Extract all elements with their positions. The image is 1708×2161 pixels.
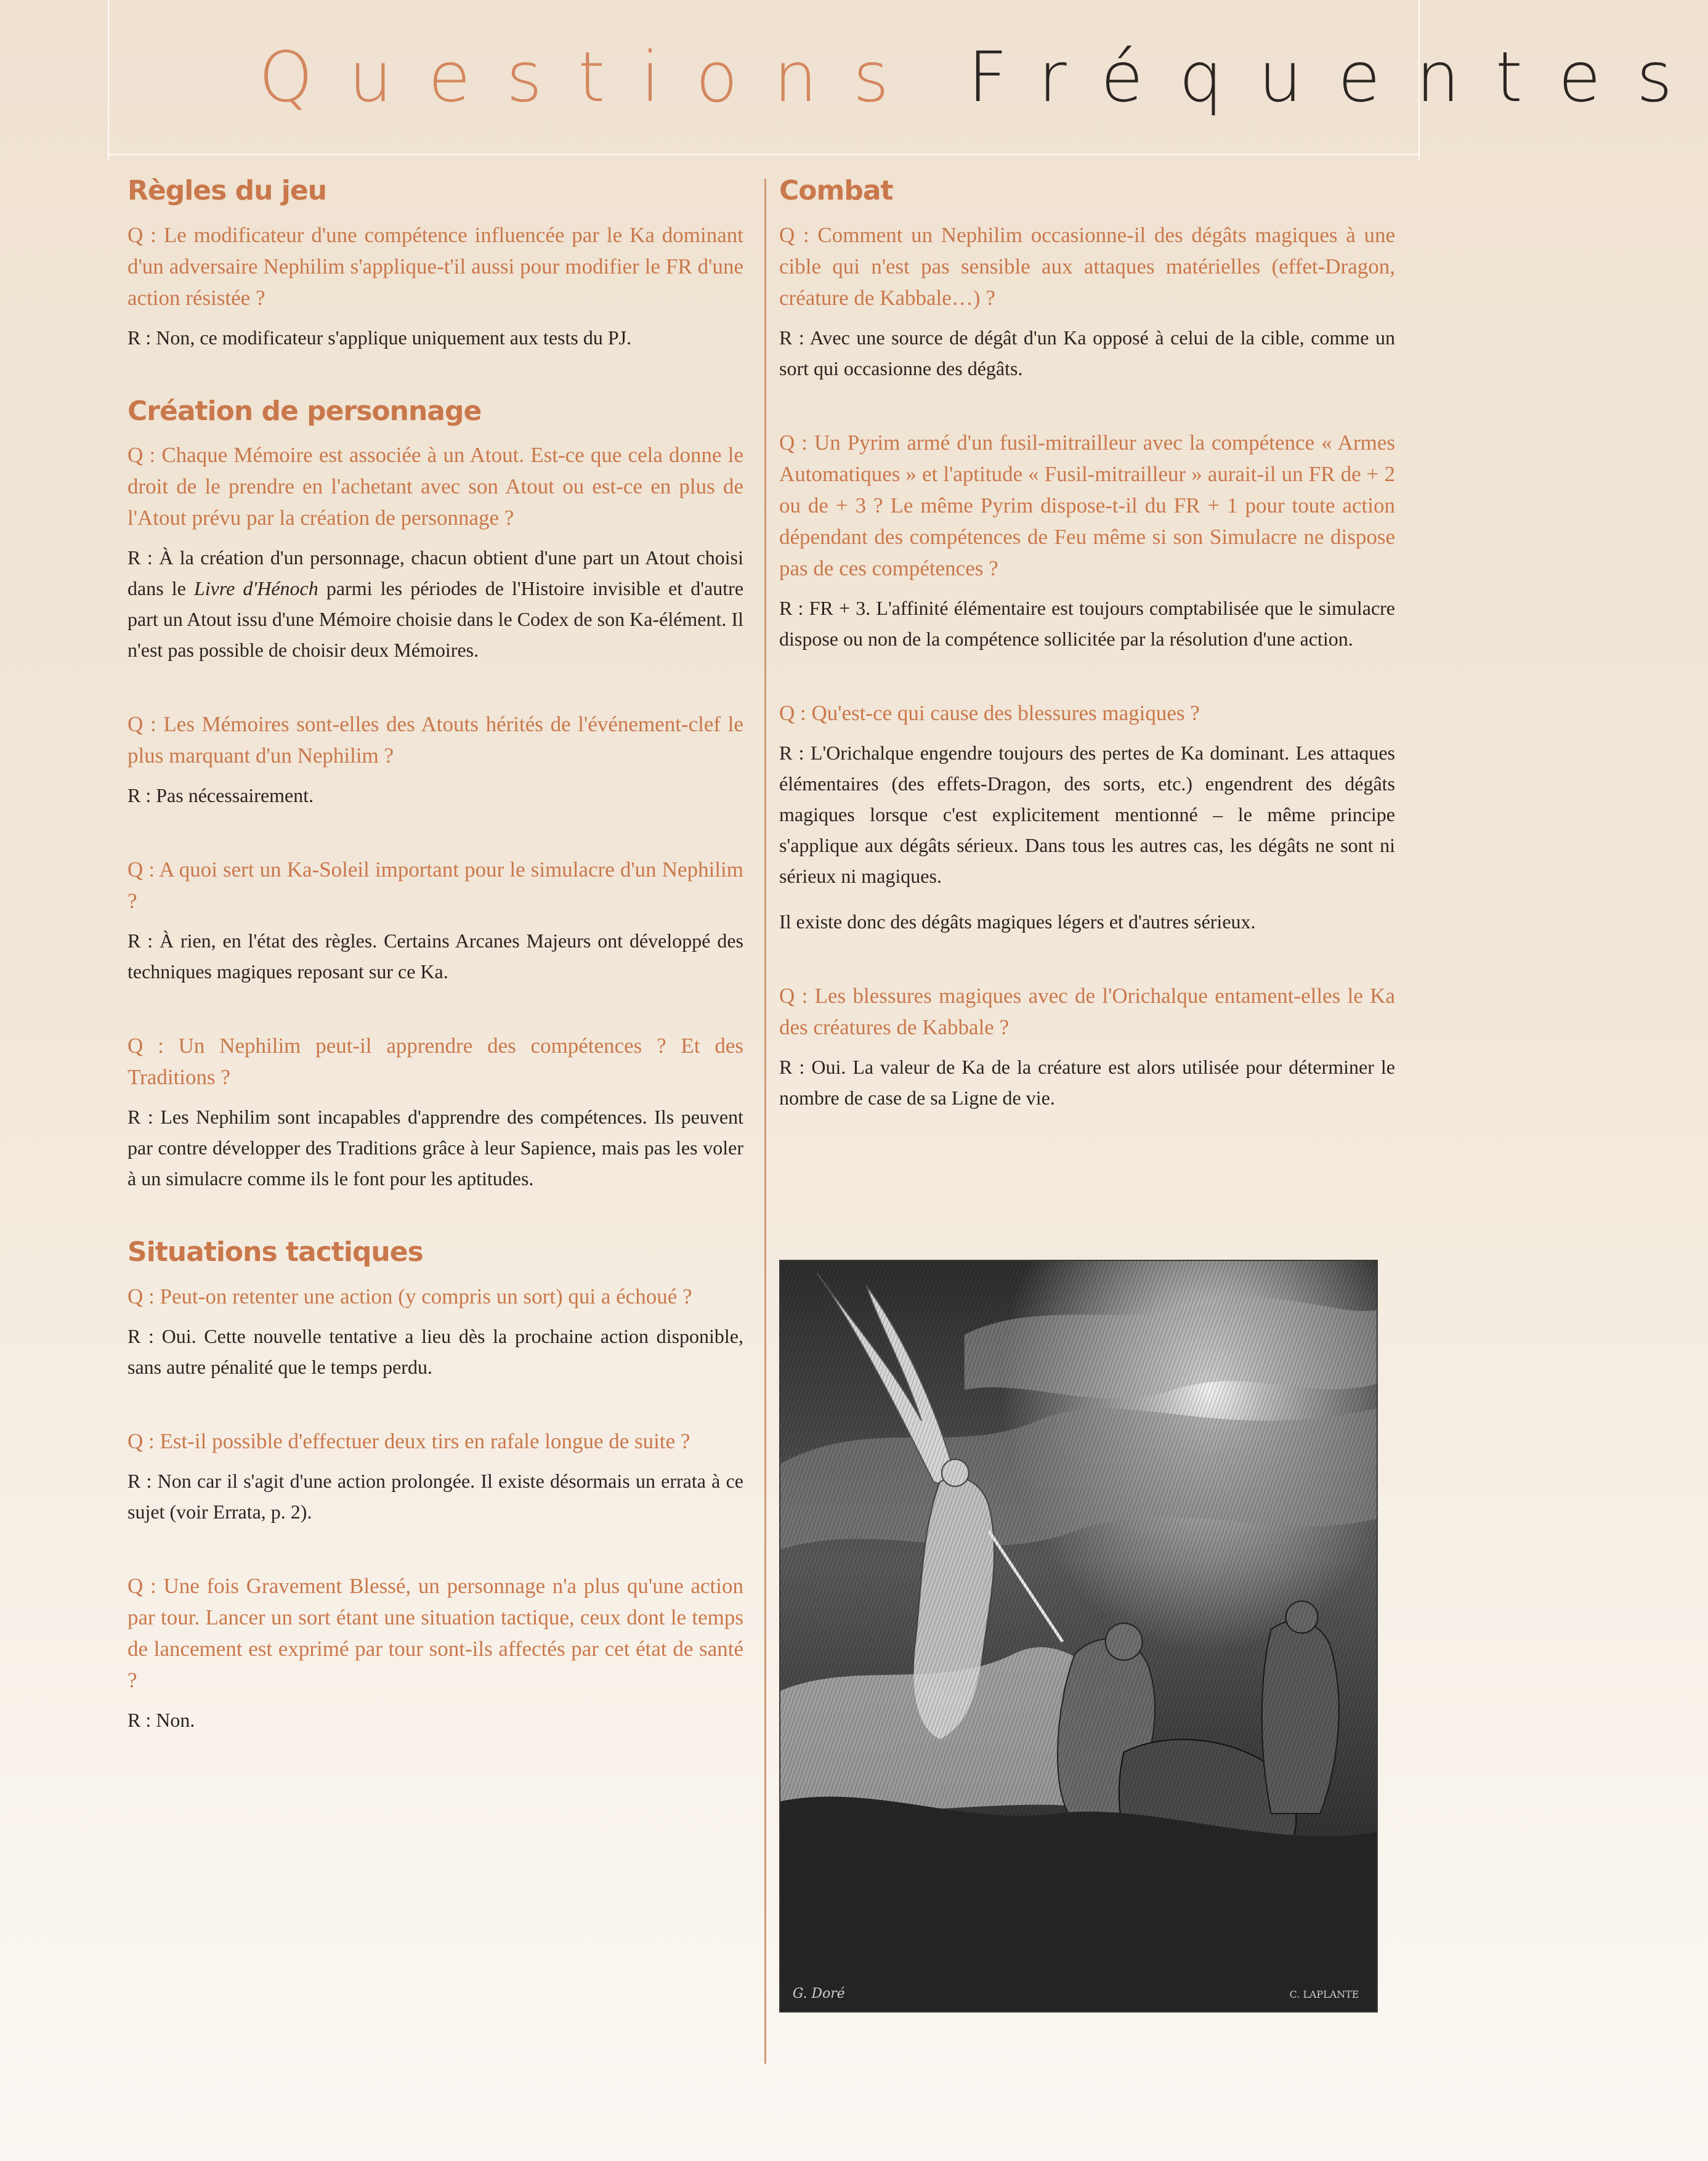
answer — [127, 542, 743, 665]
answer: R : FR + 3. L'affinité élémentaire est toujours comptabilisée que le simulacre dispose ou non de la compétence sollicitée par la résolution d'une action. — [779, 596, 1395, 650]
faq-item — [127, 1570, 743, 1735]
faq-item — [127, 219, 743, 353]
faq-item — [127, 708, 743, 811]
question: Q : A quoi sert un Ka-Soleil important pour le simulacre d'un Nephilim ? — [127, 858, 743, 914]
faq-item — [779, 980, 1395, 1113]
faq-item — [127, 439, 743, 665]
question: Q : Peut-on retenter une action (y compris un sort) qui a échoué ? — [127, 1284, 692, 1308]
question: Q : Chaque Mémoire est associée à un Atout. Est-ce que cela donne le droit de le prendre en l'achetant avec son Atout ou est-ce en plus de l'Atout prévu par la création de personnage ? — [127, 443, 743, 530]
left-column — [127, 176, 743, 1778]
faq-item — [779, 219, 1395, 384]
answer: R : Non car il s'agit d'une action prolongée. Il existe désormais un errata à ce sujet (voir Errata, p. 2). — [127, 1469, 743, 1523]
engraving-illustration — [779, 1260, 1378, 2013]
section-situations — [127, 1237, 743, 1735]
faq-item — [127, 854, 743, 987]
question: Q : Les blessures magiques avec de l'Orichalque entament-elles le Ka des créatures de Kabbale ? — [779, 983, 1395, 1039]
answer: R : Avec une source de dégât d'un Ka opposé à celui de la cible, comme un sort qui occasionne des dégâts. — [779, 326, 1395, 379]
question: Q : Un Pyrim armé d'un fusil-mitrailleur avec la compétence « Armes Automatiques » et l'aptitude « Fusil-mitrailleur » aurait-il un FR de + 2 ou de + 3 ? Le même Pyrim dispose-t-il du FR + 1 pour toute action dépendant des compétences de Feu même si son Simulacre ne dispose pas de ces compétences ? — [779, 430, 1395, 580]
faq-item — [127, 1030, 743, 1194]
page-title — [259, 38, 1708, 118]
answer: Il existe donc des dégâts magiques légers et d'autres sérieux. — [779, 910, 1256, 933]
answer: R : Non, ce modificateur s'applique uniquement aux tests du PJ. — [127, 326, 632, 349]
section-heading: Règles du jeu — [127, 175, 327, 206]
decorative-rule — [108, 154, 1420, 155]
section-heading: Combat — [779, 175, 893, 206]
question: Q : Qu'est-ce qui cause des blessures magiques ? — [779, 700, 1200, 725]
title-part-1: Questions — [259, 38, 925, 118]
question: Q : Comment un Nephilim occasionne-il des dégâts magiques à une cible qui n'est pas sensible aux attaques matérielles (effet-Dragon, créature de Kabbale…) ? — [779, 222, 1395, 310]
question: Q : Les Mémoires sont-elles des Atouts hérités de l'événement-clef le plus marquant d'un Nephilim ? — [127, 712, 743, 768]
faq-item — [127, 1281, 743, 1382]
answer: R : Pas nécessairement. — [127, 784, 314, 807]
answer: R : À rien, en l'état des règles. Certains Arcanes Majeurs ont développé des techniques magiques reposant sur ce Ka. — [127, 930, 743, 983]
faq-item — [779, 427, 1395, 654]
title-part-2: Fréquentes — [968, 38, 1708, 118]
section-heading: Création de personnage — [127, 395, 482, 427]
question: Q : Un Nephilim peut-il apprendre des compétences ? Et des Traditions ? — [127, 1034, 743, 1090]
faq-item — [779, 697, 1395, 937]
section-creation — [127, 396, 743, 1194]
section-heading: Situations tactiques — [127, 1236, 423, 1268]
column-divider — [764, 179, 766, 2064]
answer: R : Les Nephilim sont incapables d'apprendre des compétences. Ils peuvent par contre développer des Traditions grâce à leur Sapience, mais pas les voler à un simulacre comme ils le font pour les aptitudes. — [127, 1106, 743, 1190]
question: Q : Le modificateur d'une compétence influencée par le Ka dominant d'un adversaire Nephilim s'applique-t'il aussi pour modifier le FR d'une action résistée ? — [127, 222, 743, 310]
answer-text: parmi les périodes de l'Histoire invisible et d'autre part un Atout issu d'une Mémoire choisie dans le Codex de son Ka-élément. Il n'est pas possible de choisir deux Mémoires. — [127, 577, 744, 662]
answer: R : Oui. La valeur de Ka de la créature est alors utilisée pour déterminer le nombre de case de sa Ligne de vie. — [779, 1055, 1395, 1109]
answer: R : L'Orichalque engendre toujours des pertes de Ka dominant. Les attaques élémentaires (des effets-Dragon, des sorts, etc.) engendrent des dégâts magiques lorsque c'est explicitement mentionné – le même principe s'applique aux dégâts sérieux. Dans tous les autres cas, les dégâts ne sont ni sérieux ni magiques. — [779, 741, 1395, 887]
right-column — [779, 176, 1395, 1156]
answer: R : Non. — [127, 1708, 195, 1731]
faq-item — [127, 1425, 743, 1527]
decorative-rule — [108, 0, 109, 160]
answer-text: R : À la création d'un personnage, chacun obtient d'une part un Atout choisi dans le — [127, 546, 743, 600]
question: Q : Est-il possible d'effectuer deux tirs en rafale longue de suite ? — [127, 1429, 690, 1453]
book-title: Livre d'Hénoch — [193, 577, 318, 600]
question: Q : Une fois Gravement Blessé, un personnage n'a plus qu'une action par tour. Lancer un sort étant une situation tactique, ceux dont le temps de lancement est exprimé par tour sont-ils affectés par cet état de santé ? — [127, 1573, 743, 1692]
section-regles — [127, 176, 743, 353]
signature-right: C. LAPLANTE — [1289, 1989, 1359, 2001]
answer: R : Oui. Cette nouvelle tentative a lieu dès la prochaine action disponible, sans autre pénalité que le temps perdu. — [127, 1324, 743, 1378]
signature-left: G. Doré — [792, 1986, 845, 2002]
